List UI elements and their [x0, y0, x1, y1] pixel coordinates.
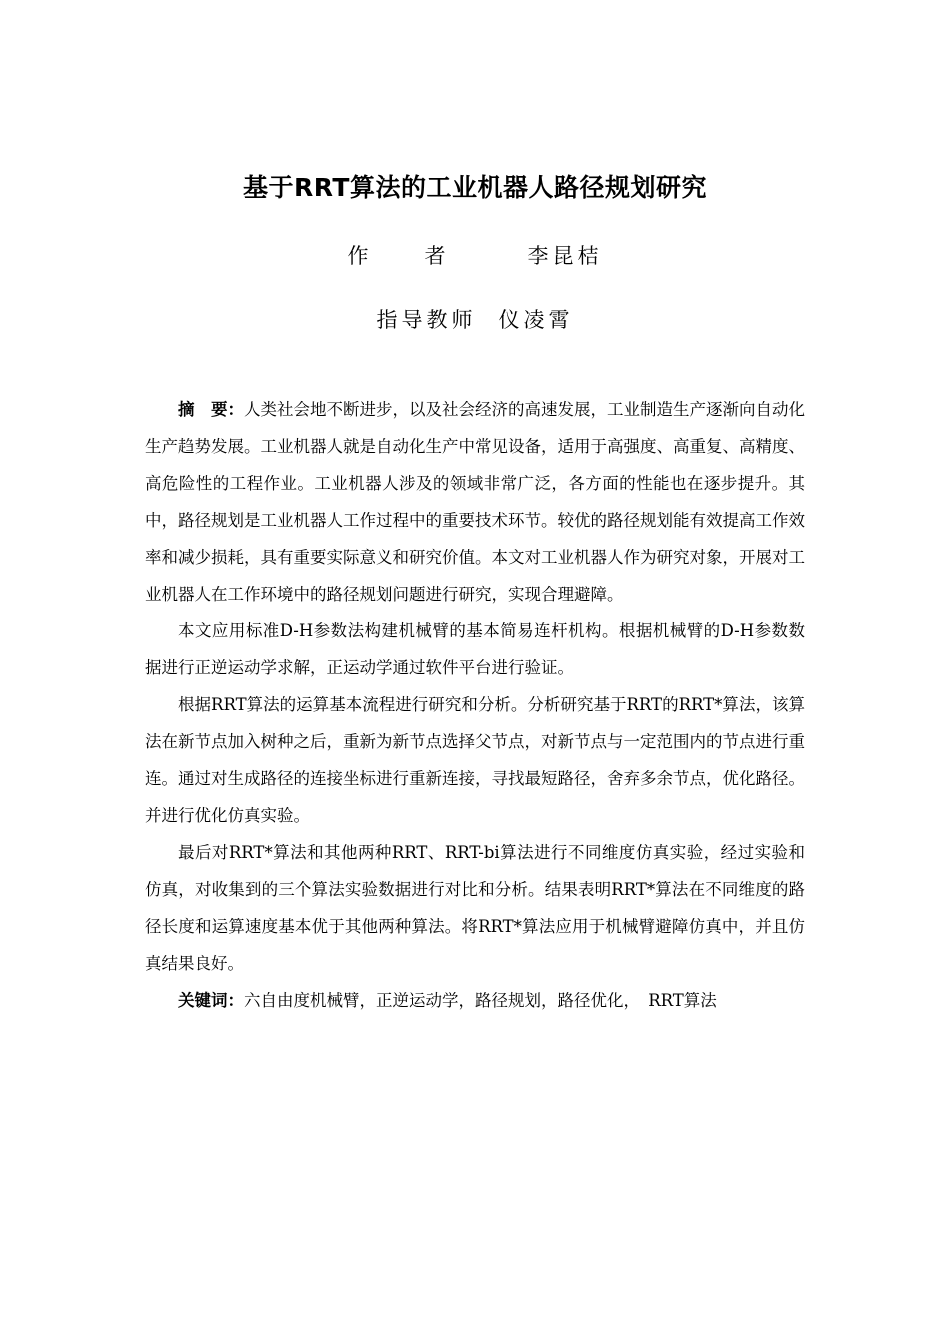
abstract-section [145, 392, 805, 1019]
author-line [0, 241, 950, 271]
abstract-paragraph-3: 根据RRT算法的运算基本流程进行研究和分析。分析研究基于RRT的RRT*算法，该算法在新节点加入树种之后，重新为新节点选择父节点，对新节点与一定范围内的节点进行重连。通过对生成路径的连接坐标进行重新连接，寻找最短路径，舍弃多余节点，优化路径。并进行优化仿真实验。 [145, 695, 805, 825]
keywords-paragraph [145, 983, 805, 1020]
keywords-text: 六自由度机械臂，正逆运动学，路径规划，路径优化， RRT算法 [244, 990, 717, 1010]
abstract-paragraph-2: 本文应用标准D-H参数法构建机械臂的基本简易连杆机构。根据机械臂的D-H参数数据进行正逆运动学求解，正运动学通过软件平台进行验证。 [145, 621, 805, 678]
author-name: 李昆桔 [527, 244, 603, 268]
advisor-line [0, 305, 950, 335]
advisor-name: 仪凌霄 [498, 308, 574, 332]
abstract-paragraph-1 [145, 392, 805, 613]
keywords-label: 关键词： [178, 990, 244, 1010]
advisor-label: 指导教师 [376, 308, 477, 332]
abstract-paragraph-1-text: 人类社会地不断进步，以及社会经济的高速发展，工业制造生产逐渐向自动化生产趋势发展。工业机器人就是自动化生产中常见设备，适用于高强度、高重复、高精度、高危险性的工程作业。工业机器人涉及的领域非常广泛，各方面的性能也在逐步提升。其中，路径规划是工业机器人工作过程中的重要技术环节。较优的路径规划能有效提高工作效率和减少损耗，具有重要实际意义和研究价值。本文对工业机器人作为研究对象，开展对工业机器人在工作环境中的路径规划问题进行研究，实现合理避障。 [145, 400, 805, 604]
author-label: 作者 [347, 244, 502, 268]
abstract-label: 摘 要： [178, 400, 244, 419]
abstract-paragraph-4: 最后对RRT*算法和其他两种RRT、RRT-bi算法进行不同维度仿真实验，经过实验和仿真，对收集到的三个算法实验数据进行对比和分析。结果表明RRT*算法在不同维度的路径长度和运算速度基本优于其他两种算法。将RRT*算法应用于机械臂避障仿真中，并且仿真结果良好。 [145, 842, 805, 973]
document-title: 基于RRT算法的工业机器人路径规划研究 [243, 173, 707, 202]
